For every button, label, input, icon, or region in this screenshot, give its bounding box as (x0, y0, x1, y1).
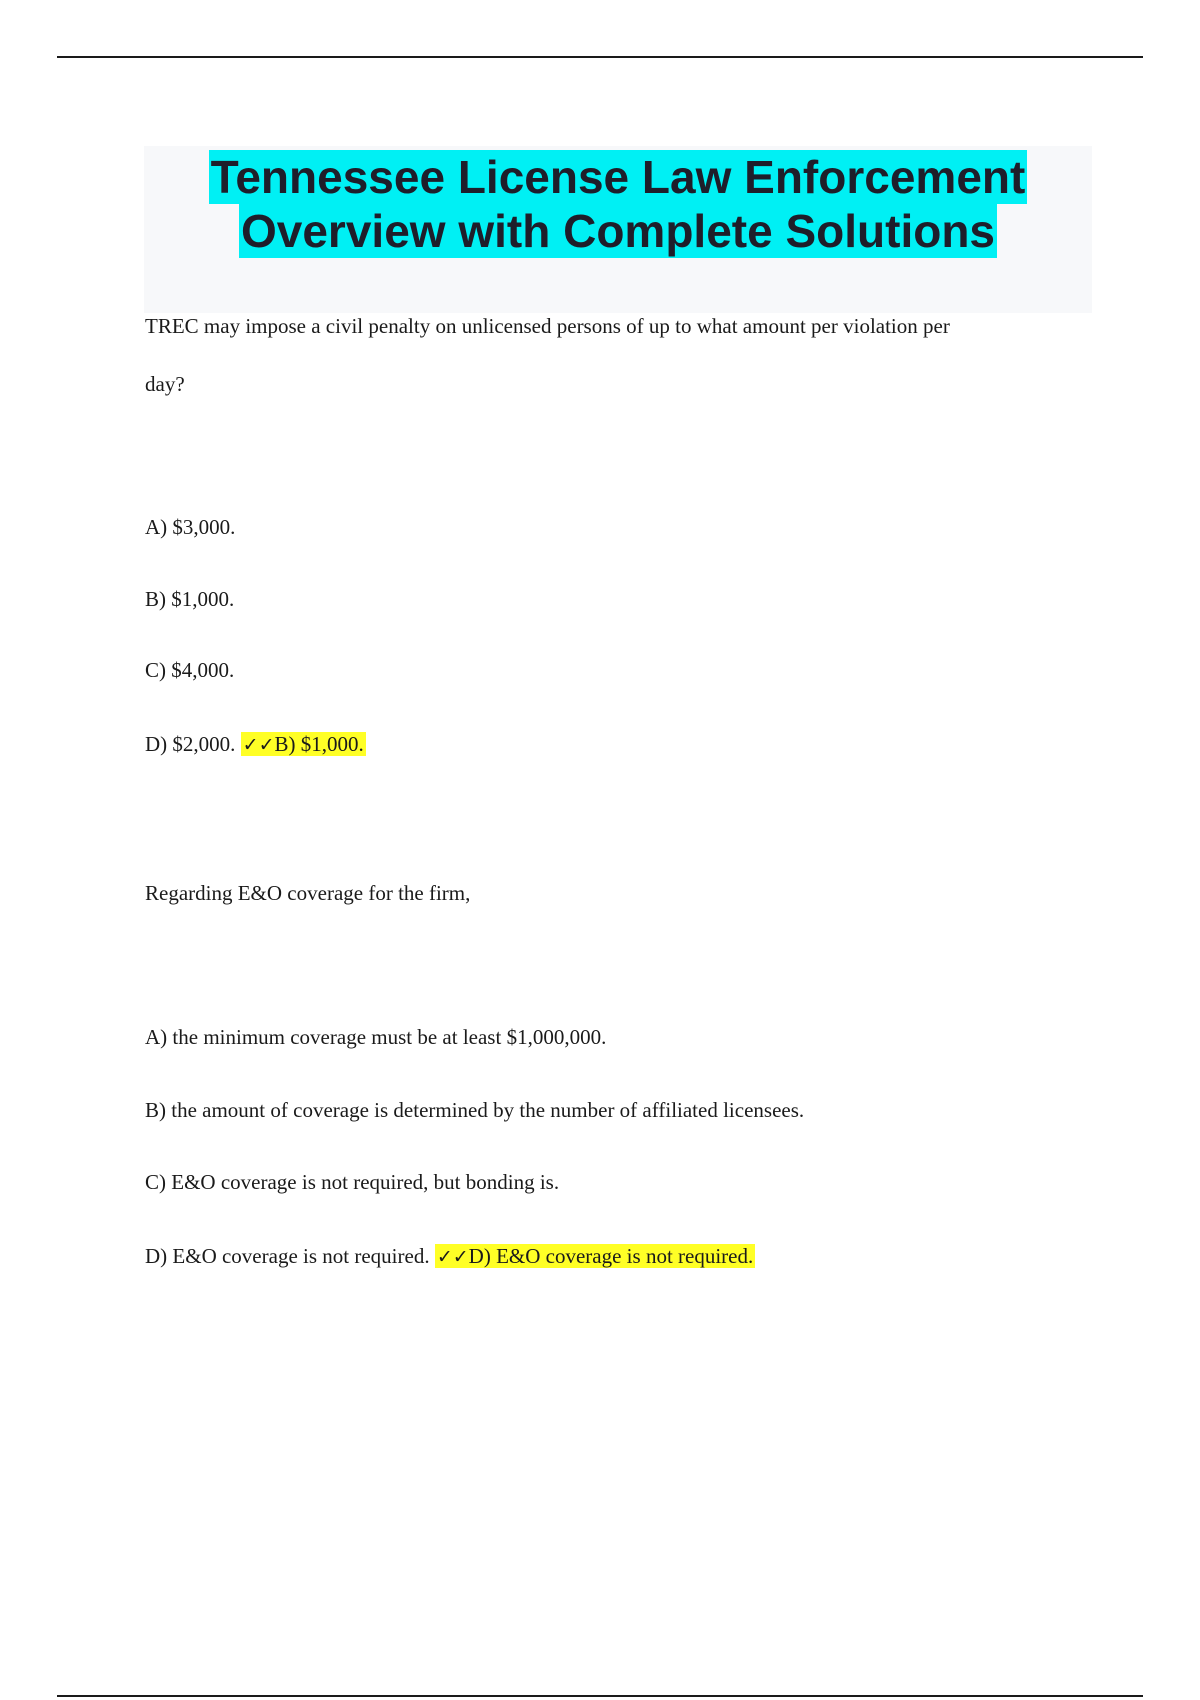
question-2-option-a: A) the minimum coverage must be at least $1,000,000. (145, 1025, 607, 1049)
question-2-option-d-row (145, 1242, 755, 1271)
page-title-line-1: Tennessee License Law Enforcement (210, 151, 1026, 203)
double-check-icon: ✓✓ (436, 1246, 469, 1268)
question-2-option-c: C) E&O coverage is not required, but bonding is. (145, 1170, 560, 1194)
question-1-answer: B) $1,000. (274, 732, 364, 756)
double-check-icon: ✓✓ (242, 734, 275, 756)
question-1-option-b: B) $1,000. (145, 587, 235, 611)
question-1-option-a: A) $3,000. (145, 515, 236, 539)
page-title-line-2: Overview with Complete Solutions (240, 205, 995, 257)
question-2-text: Regarding E&O coverage for the firm, (145, 881, 471, 905)
question-2-option-d: D) E&O coverage is not required. (145, 1244, 430, 1268)
question-1-answer-highlight (241, 732, 366, 756)
title-block (144, 146, 1092, 313)
question-2-answer: D) E&O coverage is not required. (468, 1244, 754, 1268)
question-1-option-d: D) $2,000. (145, 732, 236, 756)
question-2-option-b: B) the amount of coverage is determined by the number of affiliated licensees. (145, 1098, 805, 1122)
question-1-text-line-1: TREC may impose a civil penalty on unlicensed persons of up to what amount per violation per (145, 314, 950, 338)
bottom-rule (57, 1695, 1143, 1697)
question-1-option-d-row (145, 730, 366, 759)
question-1-option-c: C) $4,000. (145, 658, 235, 682)
question-2-answer-highlight (435, 1244, 755, 1268)
question-1-text-line-2: day? (145, 372, 185, 396)
top-rule (57, 56, 1143, 58)
